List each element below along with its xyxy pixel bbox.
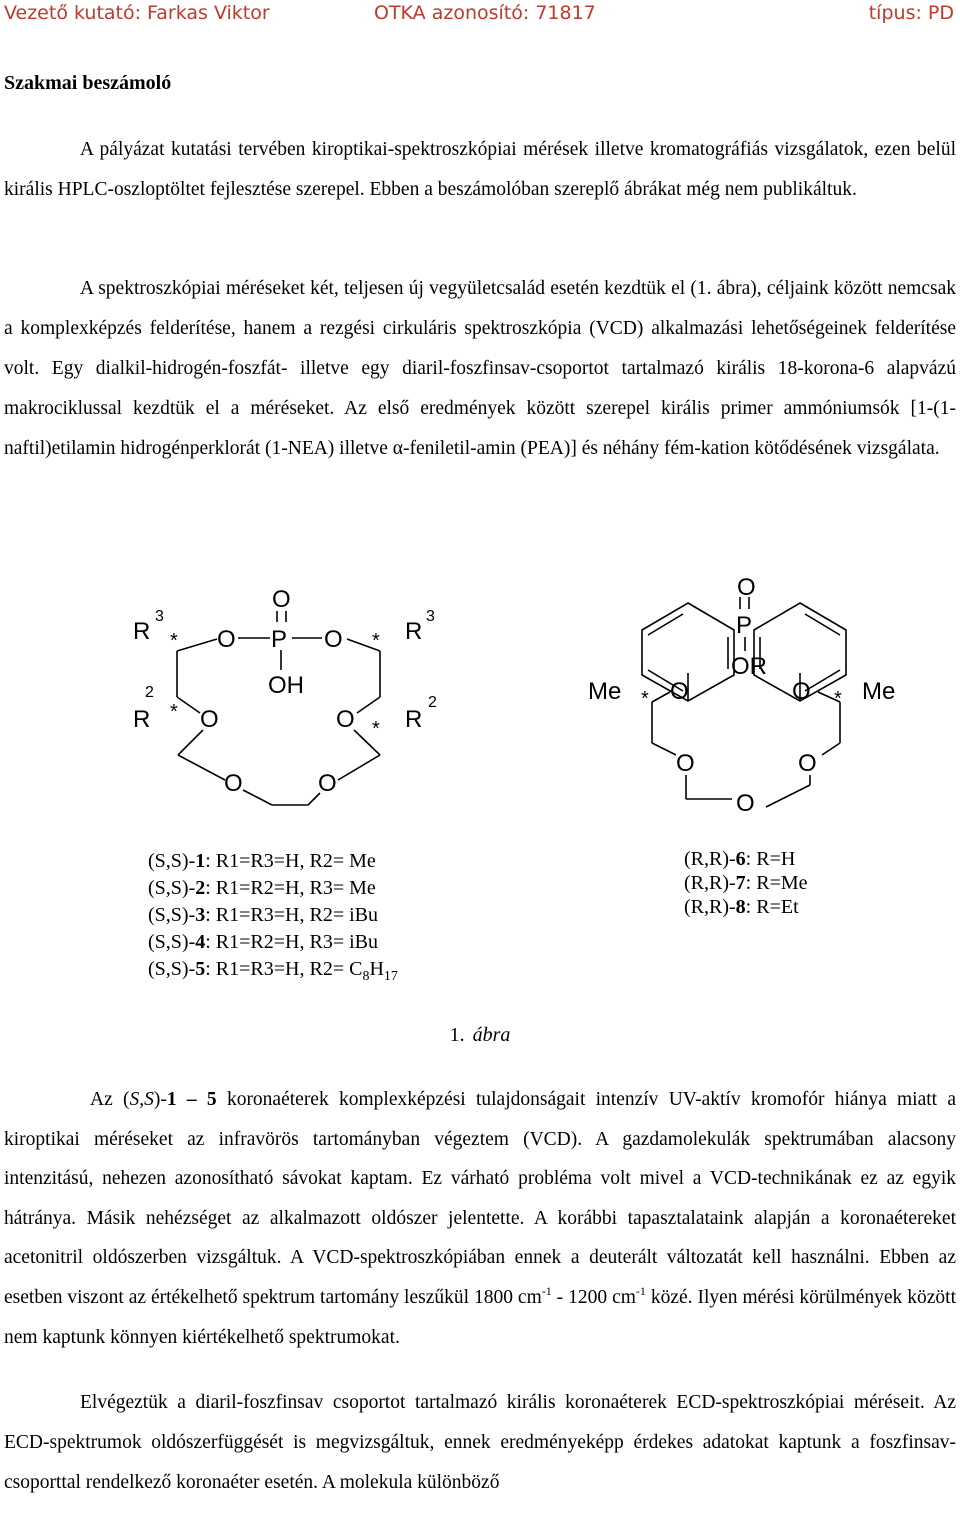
atom-o: O — [676, 750, 695, 777]
stereocenter-star: * — [170, 701, 178, 723]
atom-o: O — [224, 770, 243, 797]
compound-list-right — [684, 848, 808, 918]
compound-entry: (S,S)-1: R1=R3=H, R2= Me — [148, 850, 376, 872]
atom-r: R — [405, 706, 423, 733]
atom-o: O — [798, 750, 817, 777]
compound-list-left — [148, 850, 398, 984]
structure-right-crown-ether — [588, 575, 895, 817]
atom-superscript: 2 — [145, 684, 154, 701]
atom-o: O — [318, 770, 337, 797]
figure-1 — [0, 575, 960, 1045]
paragraph-1 — [4, 130, 956, 210]
compound-entry: (S,S)-2: R1=R2=H, R3= Me — [148, 877, 376, 899]
atom-o: O — [217, 626, 236, 653]
atom-o: O — [200, 706, 219, 733]
compound-entry: (R,R)-7: R=Me — [684, 872, 808, 894]
atom-o: O — [737, 575, 756, 601]
atom-or: OR — [731, 653, 767, 680]
atom-oh: OH — [268, 672, 304, 699]
paragraph-3: Az (S,S)-1 – 5 koronaéterek komplexképzési tulajdonságait intenzív UV-aktív kromofór hiánya miatt a kiroptikai méréseket az infravörös tartományban végeztem (VCD). A gazdamolekulák spektrumában alacsony intenzitású, nehezen azonosítható sávokat kaptam. Ez várható probléma volt mivel a VCD-technikának ez az egyik hátránya. Másik nehézséget az alkalmazott oldószer jelentette. A korábbi tapasztalataink alapján a koronaétereket acetonitril oldószerben vizsgáltuk. A VCD-spektroszkópiában ennek a deuterált változatát kell használni. Ebben az esetben viszont az értékelhető spektrum tartomány leszűkül 1800 $cm^{-1} - 1200$ $cm^{-1}$ közé. Ilyen mérési körülmények között nem kaptunk könnyen kiértékelhető spektrumokat. — [4, 1089, 956, 1348]
stereocenter-star: * — [834, 688, 842, 710]
figure-caption-number: 1. — [449, 1024, 465, 1046]
atom-p: P — [271, 626, 288, 653]
atom-p: P — [736, 612, 753, 639]
figure-caption-word: ábra — [472, 1024, 511, 1046]
paragraph-4 — [4, 1383, 956, 1503]
atom-r: R — [133, 706, 151, 733]
atom-me: Me — [588, 678, 622, 705]
atom-o: O — [336, 706, 355, 733]
atom-o: O — [272, 586, 291, 613]
atom-r: R — [405, 618, 423, 645]
compound-entry: (S,S)-4: R1=R2=H, R3= iBu — [148, 931, 378, 953]
header-lead-researcher: Vezető kutató: Farkas Viktor — [4, 2, 270, 24]
page-header — [0, 0, 960, 28]
figure-caption — [0, 1024, 960, 1047]
atom-o: O — [670, 678, 689, 705]
structure-left-crown-ether — [133, 586, 437, 805]
paragraph-1-text: A pályázat kutatási tervében kiroptikai-spektroszkópiai mérések illetve kromatográfiás vizsgálatok, ezen belül királis HPLC-oszloptöltet fejlesztése szerepel. Ebben a beszámolóban szereplő ábrákat még nem publikáltuk. — [4, 139, 956, 200]
paragraph-2-text: A spektroszkópiai méréseket két, teljesen új vegyületcsalád esetén kezdtük el (1. ábra), céljaink között nemcsak a komplexképzés felderítése, hanem a rezgési cirkuláris spektroszkópia (VCD) alkalmazási lehetőségeinek felderítése volt. Egy dialkil-hidrogén-foszfát- illetve egy diaril-foszfinsav-csoportot tartalmazó királis 18-korona-6 alapvázú makrociklussal kezdtük el a méréseket. Az első eredmények között szerepel királis primer ammóniumsók [1-(1-naftil)etilamin hidrogénperklorát (1-NEA) illetve α-feniletil-amin (PEA)] és néhány fém-kation kötődésének vizsgálata. — [4, 278, 956, 459]
stereocenter-star: * — [372, 718, 380, 740]
stereocenter-star: * — [641, 688, 649, 710]
atom-o: O — [792, 678, 811, 705]
stereocenter-star: * — [372, 630, 380, 652]
compound-entry: (S,S)-3: R1=R3=H, R2= iBu — [148, 904, 378, 926]
header-type: típus: PD — [868, 2, 954, 24]
atom-superscript: 2 — [428, 694, 437, 711]
atom-superscript: 3 — [155, 608, 164, 625]
paragraph-2 — [4, 269, 956, 469]
compound-entry: (S,S)-5: R1=R3=H, $R2= C_8H_{17}$ — [148, 958, 398, 984]
atom-o: O — [324, 626, 343, 653]
compound-entry: (R,R)-8: R=Et — [684, 896, 799, 918]
atom-me: Me — [862, 678, 896, 705]
compound-entry: (R,R)-6: R=H — [684, 848, 796, 870]
atom-r: R — [133, 618, 151, 645]
stereocenter-star: * — [170, 630, 178, 652]
section-title: Szakmai beszámoló — [4, 72, 172, 94]
header-otka-id: OTKA azonosító: 71817 — [374, 2, 596, 24]
paragraph-4-text: Elvégeztük a diaril-foszfinsav csoportot tartalmazó királis koronaéterek ECD-spektroszkópiai méréseit. Az ECD-spektrumok oldószerfüggését is megvizsgáltuk, ennek eredményeképp érdekes adatokat kaptunk a foszfinsav-csoporttal rendelkező koronaéter esetén. A molekula különböző — [4, 1392, 956, 1493]
atom-superscript: 3 — [426, 608, 435, 625]
atom-o: O — [736, 790, 755, 817]
